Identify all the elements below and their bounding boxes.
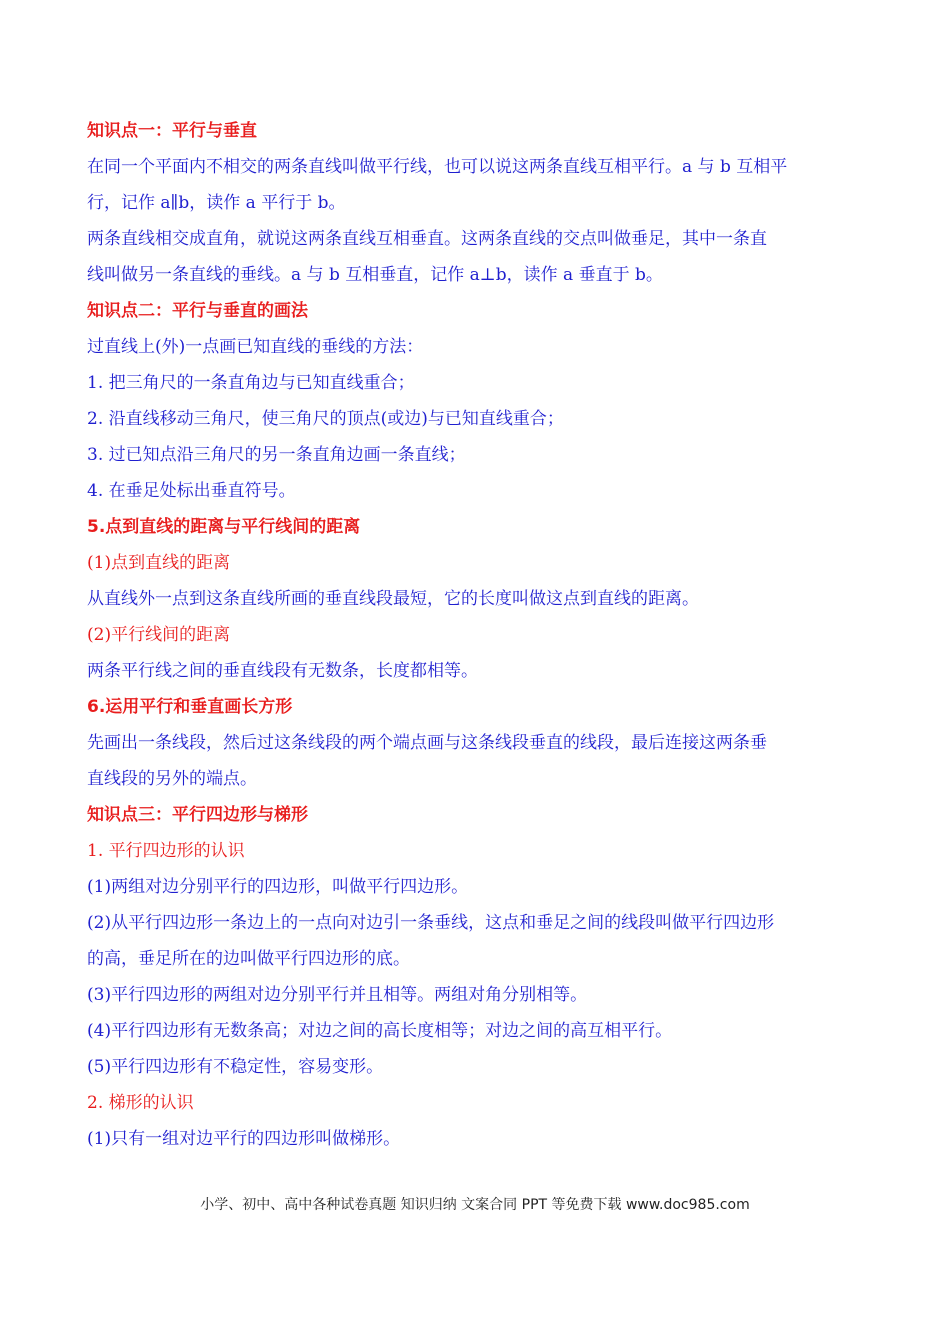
body-text-line: 的高，垂足所在的边叫做平行四边形的底。 (87, 949, 410, 969)
body-text-line: (1)两组对边分别平行的四边形，叫做平行四边形。 (87, 877, 469, 897)
body-text-line: 线叫做另一条直线的垂线。a 与 b 互相垂直，记作 a⊥b，读作 a 垂直于 b。 (87, 265, 663, 285)
body-text-line: (2)从平行四边形一条边上的一点向对边引一条垂线，这点和垂足之间的线段叫做平行四边形 (87, 913, 775, 933)
body-text-line: 两条平行线之间的垂直线段有无数条，长度都相等。 (87, 661, 478, 681)
body-text-line: 3. 过已知点沿三角尺的另一条直角边画一条直线； (87, 445, 466, 465)
body-text-line: 1. 把三角尺的一条直角边与已知直线重合； (87, 373, 415, 393)
page-footer: 小学、初中、高中各种试卷真题 知识归纳 文案合同 PPT 等免费下载 www.doc985.com (200, 1197, 750, 1213)
section-heading: 5.点到直线的距离与平行线间的距离 (87, 517, 361, 537)
body-text-line: 在同一个平面内不相交的两条直线叫做平行线，也可以说这两条直线互相平行。a 与 b 互相平 (87, 157, 788, 177)
body-text-line: 4. 在垂足处标出垂直符号。 (87, 481, 296, 501)
body-text-line: 直线段的另外的端点。 (87, 769, 257, 789)
body-text-line: (3)平行四边形的两组对边分别平行并且相等。两组对角分别相等。 (87, 985, 588, 1005)
section-heading: 知识点一：平行与垂直 (87, 121, 257, 141)
body-text-line: 过直线上(外)一点画已知直线的垂线的方法： (87, 337, 424, 357)
subsection-heading: (2)平行线间的距离 (87, 625, 231, 645)
subsection-heading: (1)点到直线的距离 (87, 553, 231, 573)
subsection-heading: 2. 梯形的认识 (87, 1093, 194, 1113)
body-text-line: (5)平行四边形有不稳定性，容易变形。 (87, 1057, 384, 1077)
subsection-heading: 1. 平行四边形的认识 (87, 841, 245, 861)
body-text-line: 行，记作 a∥b，读作 a 平行于 b。 (87, 193, 346, 213)
body-text-line: 从直线外一点到这条直线所画的垂直线段最短，它的长度叫做这点到直线的距离。 (87, 589, 699, 609)
body-text-line: (1)只有一组对边平行的四边形叫做梯形。 (87, 1129, 401, 1149)
body-text-line: 先画出一条线段，然后过这条线段的两个端点画与这条线段垂直的线段，最后连接这两条垂 (87, 733, 767, 753)
section-heading: 知识点二：平行与垂直的画法 (87, 301, 308, 321)
section-heading: 6.运用平行和垂直画长方形 (87, 697, 293, 717)
section-heading: 知识点三：平行四边形与梯形 (87, 805, 308, 825)
document-body (87, 113, 867, 1157)
body-text-line: 2. 沿直线移动三角尺，使三角尺的顶点(或边)与已知直线重合； (87, 409, 564, 429)
body-text-line: 两条直线相交成直角，就说这两条直线互相垂直。这两条直线的交点叫做垂足，其中一条直 (87, 229, 767, 249)
body-text-line: (4)平行四边形有无数条高；对边之间的高长度相等；对边之间的高互相平行。 (87, 1021, 673, 1041)
